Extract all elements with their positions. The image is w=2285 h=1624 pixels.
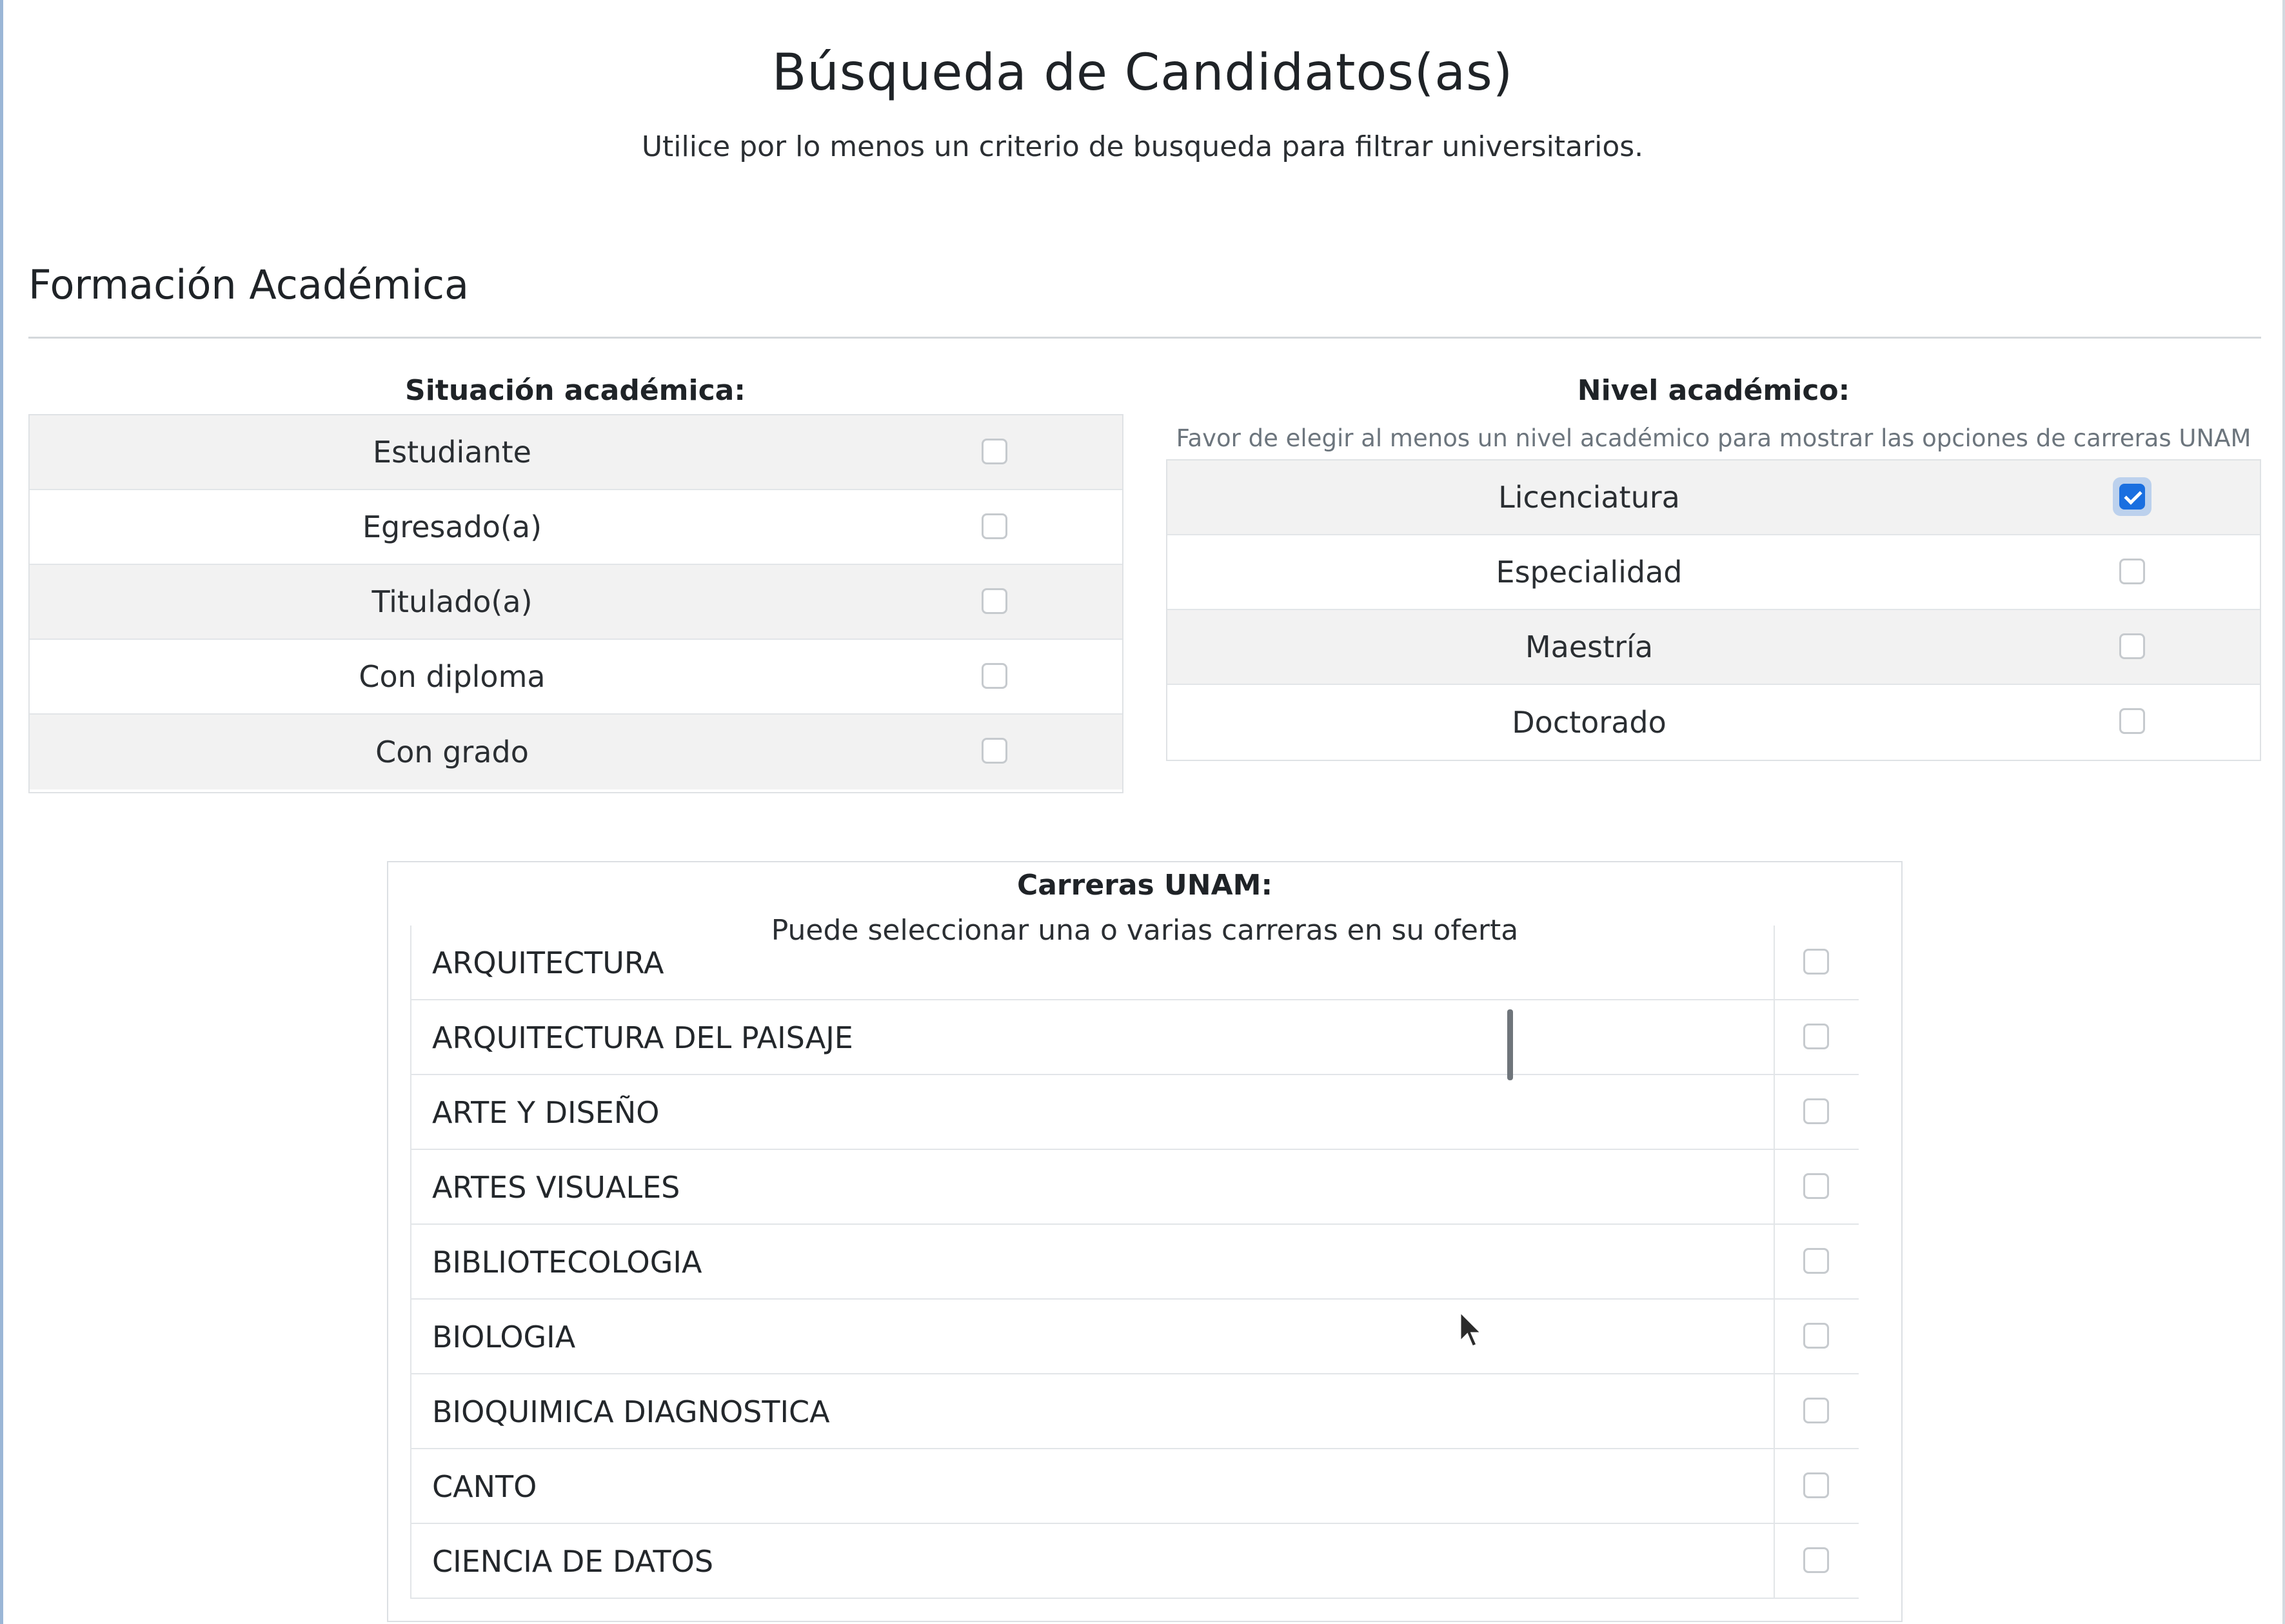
carrera-label: ARQUITECTURA [432, 946, 664, 980]
checkbox-cell [1775, 1225, 1860, 1300]
carrera-label: CIENCIA DE DATOS [432, 1544, 714, 1579]
checkbox-cell [1775, 1075, 1860, 1150]
situacion-heading: Situación académica: [405, 374, 746, 407]
option-label: Licenciatura [1498, 480, 1680, 515]
arrow-pointer-icon [1459, 1311, 1485, 1351]
section-divider [28, 337, 2261, 339]
nivel-checkbox[interactable] [2119, 708, 2145, 734]
carrera-checkbox[interactable] [1803, 1173, 1829, 1199]
carrera-row[interactable] [410, 926, 1882, 1000]
carrera-label: BIBLIOTECOLOGIA [432, 1245, 702, 1280]
carrera-label: ARQUITECTURA DEL PAISAJE [432, 1020, 853, 1055]
carrera-checkbox[interactable] [1803, 1547, 1829, 1573]
situacion-option-titulado[interactable] [30, 565, 1122, 640]
carrera-row[interactable] [410, 1374, 1882, 1449]
situacion-checkbox[interactable] [982, 663, 1007, 689]
option-label: Especialidad [1496, 555, 1683, 589]
page-subtitle: Utilice por lo menos un criterio de busqueda para filtrar universitarios. [641, 130, 1644, 163]
checkbox-cell [1775, 1374, 1860, 1449]
carreras-panel [387, 861, 1903, 1622]
carreras-scroll-list[interactable] [410, 946, 1882, 1609]
carrera-row[interactable] [410, 1524, 1882, 1599]
option-label: Con grado [375, 735, 529, 769]
carrera-row[interactable] [410, 1225, 1882, 1300]
option-label: Egresado(a) [362, 510, 542, 544]
situacion-option-con-diploma[interactable] [30, 640, 1122, 715]
nivel-option-especialidad[interactable] [1167, 535, 2260, 610]
carreras-heading: Carreras UNAM: [1016, 869, 1273, 902]
carrera-checkbox[interactable] [1803, 1098, 1829, 1124]
situacion-checkbox[interactable] [982, 738, 1007, 764]
carrera-label: BIOLOGIA [432, 1320, 576, 1354]
situacion-checkbox[interactable] [982, 439, 1007, 464]
carrera-checkbox[interactable] [1803, 1398, 1829, 1423]
nivel-checkbox[interactable] [2119, 559, 2145, 584]
nivel-option-licenciatura[interactable] [1167, 460, 2260, 535]
carrera-checkbox[interactable] [1803, 1248, 1829, 1274]
nivel-table [1166, 459, 2261, 761]
situacion-checkbox[interactable] [982, 513, 1007, 539]
situacion-option-con-grado[interactable] [30, 715, 1122, 789]
carrera-row[interactable] [410, 1075, 1882, 1150]
option-label: Con diploma [359, 659, 546, 694]
carrera-checkbox[interactable] [1803, 1472, 1829, 1498]
option-label: Doctorado [1512, 705, 1667, 740]
carrera-row[interactable] [410, 1150, 1882, 1225]
checkbox-cell [1775, 1449, 1860, 1524]
carrera-row[interactable] [410, 1300, 1882, 1374]
checkbox-cell [1775, 1524, 1860, 1599]
situacion-table [28, 414, 1123, 793]
carrera-label: ARTE Y DISEÑO [432, 1095, 660, 1130]
option-label: Titulado(a) [371, 584, 533, 619]
window-right-edge [2282, 0, 2285, 1624]
nivel-checkbox-checked[interactable] [2119, 484, 2145, 510]
situacion-option-estudiante[interactable] [30, 415, 1122, 490]
nivel-option-doctorado[interactable] [1167, 685, 2260, 760]
checkbox-cell [1775, 1150, 1860, 1225]
nivel-checkbox[interactable] [2119, 633, 2145, 659]
window-left-edge [0, 0, 3, 1624]
carrera-row[interactable] [410, 1000, 1882, 1075]
checkbox-cell [1775, 926, 1860, 1000]
carrera-label: CANTO [432, 1469, 537, 1504]
situacion-option-egresado[interactable] [30, 490, 1122, 565]
nivel-helper-text: Favor de elegir al menos un nivel académico para mostrar las opciones de carreras UNAM [1176, 424, 2251, 452]
option-label: Estudiante [373, 435, 531, 470]
option-label: Maestría [1525, 629, 1654, 664]
scrollbar-track[interactable] [1859, 985, 1882, 1609]
carrera-checkbox[interactable] [1803, 1024, 1829, 1049]
carrera-checkbox[interactable] [1803, 1323, 1829, 1349]
carrera-label: BIOQUIMICA DIAGNOSTICA [432, 1394, 830, 1429]
carrera-label: ARTES VISUALES [432, 1170, 680, 1205]
carreras-subheading: Puede seleccionar una o varias carreras en su oferta [771, 914, 1519, 947]
carrera-row[interactable] [410, 1449, 1882, 1524]
checkbox-cell [1775, 1000, 1860, 1075]
nivel-heading: Nivel académico: [1577, 374, 1850, 407]
nivel-option-maestria[interactable] [1167, 610, 2260, 685]
page-title: Búsqueda de Candidatos(as) [771, 44, 1514, 102]
checkbox-cell [1775, 1300, 1860, 1374]
section-title-formacion: Formación Académica [28, 261, 470, 308]
carrera-checkbox[interactable] [1803, 949, 1829, 975]
situacion-checkbox[interactable] [982, 588, 1007, 614]
scrollbar-thumb[interactable] [1507, 1009, 1513, 1080]
